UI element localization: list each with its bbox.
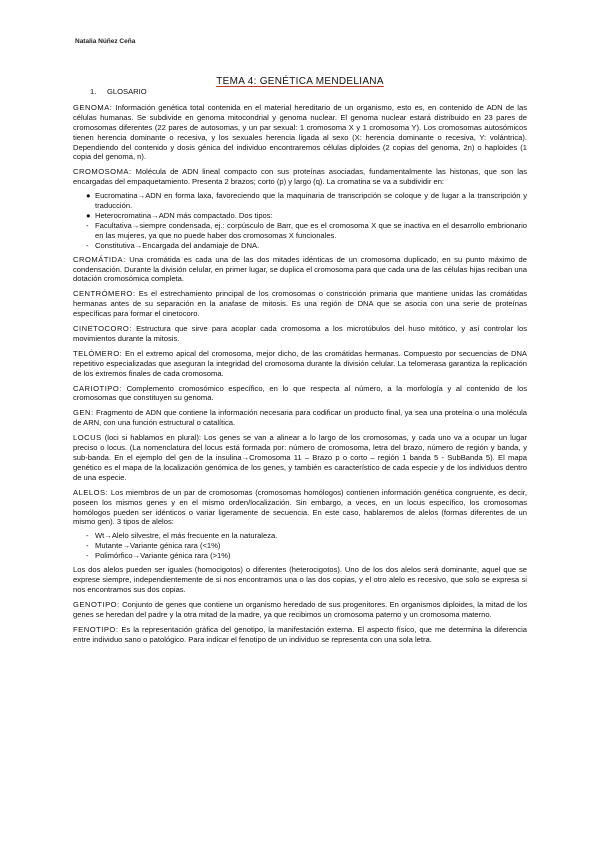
term-alelos: ALELOS: [73,487,109,497]
bullet-mark: ● [86,210,91,220]
list-item-text: Eucromatina→ADN en forma laxa, favoreciendo que la maquinaria de transcripción se coloque y de lugar a la transcripción y traducción. [95,191,527,211]
list-item-text: Constitutiva→Encargada del andamiaje de DNA. [95,240,260,250]
dash-mark: - [86,220,89,230]
entry-cromatida [73,255,527,285]
term-genoma: GENOMA: [73,102,113,112]
definition-cinetocoro: Estructura que sirve para acoplar cada cromosoma a los microtúbulos del huso mitótico, y así controlar los movimientos durante la mitosis. [73,324,527,343]
alelos-list [73,531,527,561]
list-item-text: Wt→Alelo silvestre, el más frecuente en la naturaleza. [95,531,278,541]
term-cariotipo: CARIOTIPO: [73,383,122,393]
term-gen: GEN: [73,408,94,418]
list-item [73,211,527,221]
entry-gen [73,408,527,428]
definition-gen: Fragmento de ADN que contiene la información necesaria para codificar un producto final, ya sea una proteína o una molécula de ARN, con una función estructural o catalítica. [73,408,527,428]
entry-alelos [73,488,527,528]
term-cinetocoro: CINETOCORO: [73,324,132,334]
list-item [73,541,527,551]
definition-locus: (loci si hablamos en plural): Los genes se van a alinear a lo largo de los cromosomas, y cada uno va a ocupar un lugar preciso o locus. (La nomenclatura del locus está formada por: número de cromosoma, letra del brazo, número de región y banda, y sub-banda. En el ejemplo del gen de la insulina→Cromosoma 11 – Brazo p o corto – región 1 banda 5 - SubBanda 5). El mapa genético es el mapa de la localización genómica de los genes, y también es característico de cada especie y de los individuos dentro de una especie. [73,433,527,482]
entry-telomero [73,349,527,379]
term-telomero: TELÓMERO: [73,348,123,358]
section-number: 1. [90,87,97,96]
list-item-text: Facultativa→siempre condensada, ej.: corpúsculo de Barr, que es el cromosoma X que se inactiva en el desarrollo embrionario en las mujeres, ya que no puede haber dos cromosomas X funcionales. [95,220,527,240]
cromatina-list [73,191,527,250]
list-item-text: Mutante→Variante génica rara (<1%) [95,541,221,551]
definition-fenotipo: Es la representación gráfica del genotipo, la manifestación externa. El aspecto físico, que me determina la diferencia entre individuo sano o patológico. Para indicar el fenotipo de un individuo se representa con una sola letra. [73,624,527,644]
definition-genoma: Información genética total contenida en el material hereditario de un organismo, esto es, en contenido de ADN de las células humanas. Se subdivide en genoma mitocondrial y genoma nuclear. El genoma nuclear estará distribuido en 23 pares de cromosomas diferentes (22 pares de autosomas, y un par sexual: 1 cromosoma X y 1 cromosoma Y). Los cromosomas autosómicos tienen herencia dominante o recesiva, y los sexuales herencia ligada al sexo (X: herencia dominante o recesiva, Y: volántrica). Dependiendo del contenido y dosis génica del individuo encontraremos células diploides (2 copias del genoma, 2n) o haploides (1 copia del genoma, n). [73,102,527,162]
dash-mark: - [86,240,89,250]
term-genotipo: GENOTIPO: [73,599,120,609]
term-locus: LOCUS [73,433,102,443]
author-name: Natalia Núñez Ceña [75,38,136,45]
list-item [73,191,527,211]
entry-cromosoma [73,167,527,187]
entry-cinetocoro [73,324,527,344]
term-centromero: CENTRÓMERO: [73,289,136,299]
dash-mark: - [86,541,89,551]
definition-genotipo: Conjunto de genes que contiene un organismo heredado de sus progenitores. En organismos diploides, la mitad de los genes se heredan del padre y la otra mitad de la madre, ya que recibimos un cromosoma paterno y un cromosoma materno. [73,599,527,619]
dash-mark: - [86,531,89,541]
definition-cromosoma: Molécula de ADN lineal compacto con sus proteínas asociadas, fundamentalmente las histonas, que son las encargadas del empaquetamiento. Presenta 2 brazos; corto (p) y largo (q). La cromatina se va a subdividir en: [73,167,527,187]
list-item [73,241,527,251]
entry-genoma [73,103,527,162]
term-cromosoma: CROMOSOMA: [73,167,132,177]
bullet-mark: ● [86,191,91,201]
glossary-content [73,87,527,649]
section-label: GLOSARIO [107,87,147,96]
definition-cromatida: Una cromátida es cada una de las dos mitades idénticas de un cromosoma duplicado, en su punto máximo de condensación. Durante la división celular, en primer lugar, se duplica el cromosoma para que cada una de las células hijas reciban una dotación cromosómica completa. [73,254,527,284]
list-item [73,531,527,541]
list-item [73,551,527,561]
definition-centromero: Es el estrechamiento principal de los cromosomas o constricción primaria que mantiene unidas las cromátidas hermanas antes de su separación en la anafase de mitosis. Es una región de DNA que se asocia con una serie de proteínas específicas para formar el cinetocoro. [73,289,527,319]
entry-locus [73,433,527,483]
list-item [73,221,527,241]
definition-cariotipo: Complemento cromosómico específico, en lo que respecta al número, a la morfología y al contenido de los cromosomas que constituyen su genoma. [73,383,527,403]
definition-telomero: En el extremo apical del cromosoma, mejor dicho, de las cromátidas hermanas. Compuesto por secuencias de DNA repetitivo especializadas que aseguran la integridad del cromosoma durante la división celular. La telomerasa garantiza la replicación de los extremos finales de cada cromosoma. [73,348,527,378]
section-heading [73,87,527,97]
entry-fenotipo [73,625,527,645]
document-title: TEMA 4: GENÉTICA MENDELIANA [216,76,384,87]
list-item-text: Polimórfico→Variante génica rara (>1%) [95,551,231,561]
term-cromatida: CROMÁTIDA: [73,254,126,264]
definition-alelos: Los miembros de un par de cromosomas (cromosomas homólogos) contienen información genética congruente, es decir, poseen los mismos genes y en el mismo orden/localización. Sin embargo, a veces, en un locus específico, los cromosomas homólogos pueden ser idénticos o variar ligeramente de secuencia. En este caso, hablaremos de alelos (formas diferentes de un mismo gen). 3 tipos de alelos: [73,487,527,527]
entry-cariotipo [73,384,527,404]
entry-genotipo [73,600,527,620]
term-fenotipo: FENOTIPO: [73,624,119,634]
list-item-text: Heterocromatina→ADN más compactado. Dos tipos: [95,210,273,220]
dash-mark: - [86,551,89,561]
entry-centromero [73,289,527,319]
alelos-after-text: Los dos alelos pueden ser iguales (homocigotos) o diferentes (heterocigotos). Uno de los dos alelos será dominante, aquel que se exprese siempre, independientemente de si nos encontramos una o las dos copias, y el otro alelo es recesivo, que solo se expresa si nos encontramos sus dos copias. [73,565,527,594]
